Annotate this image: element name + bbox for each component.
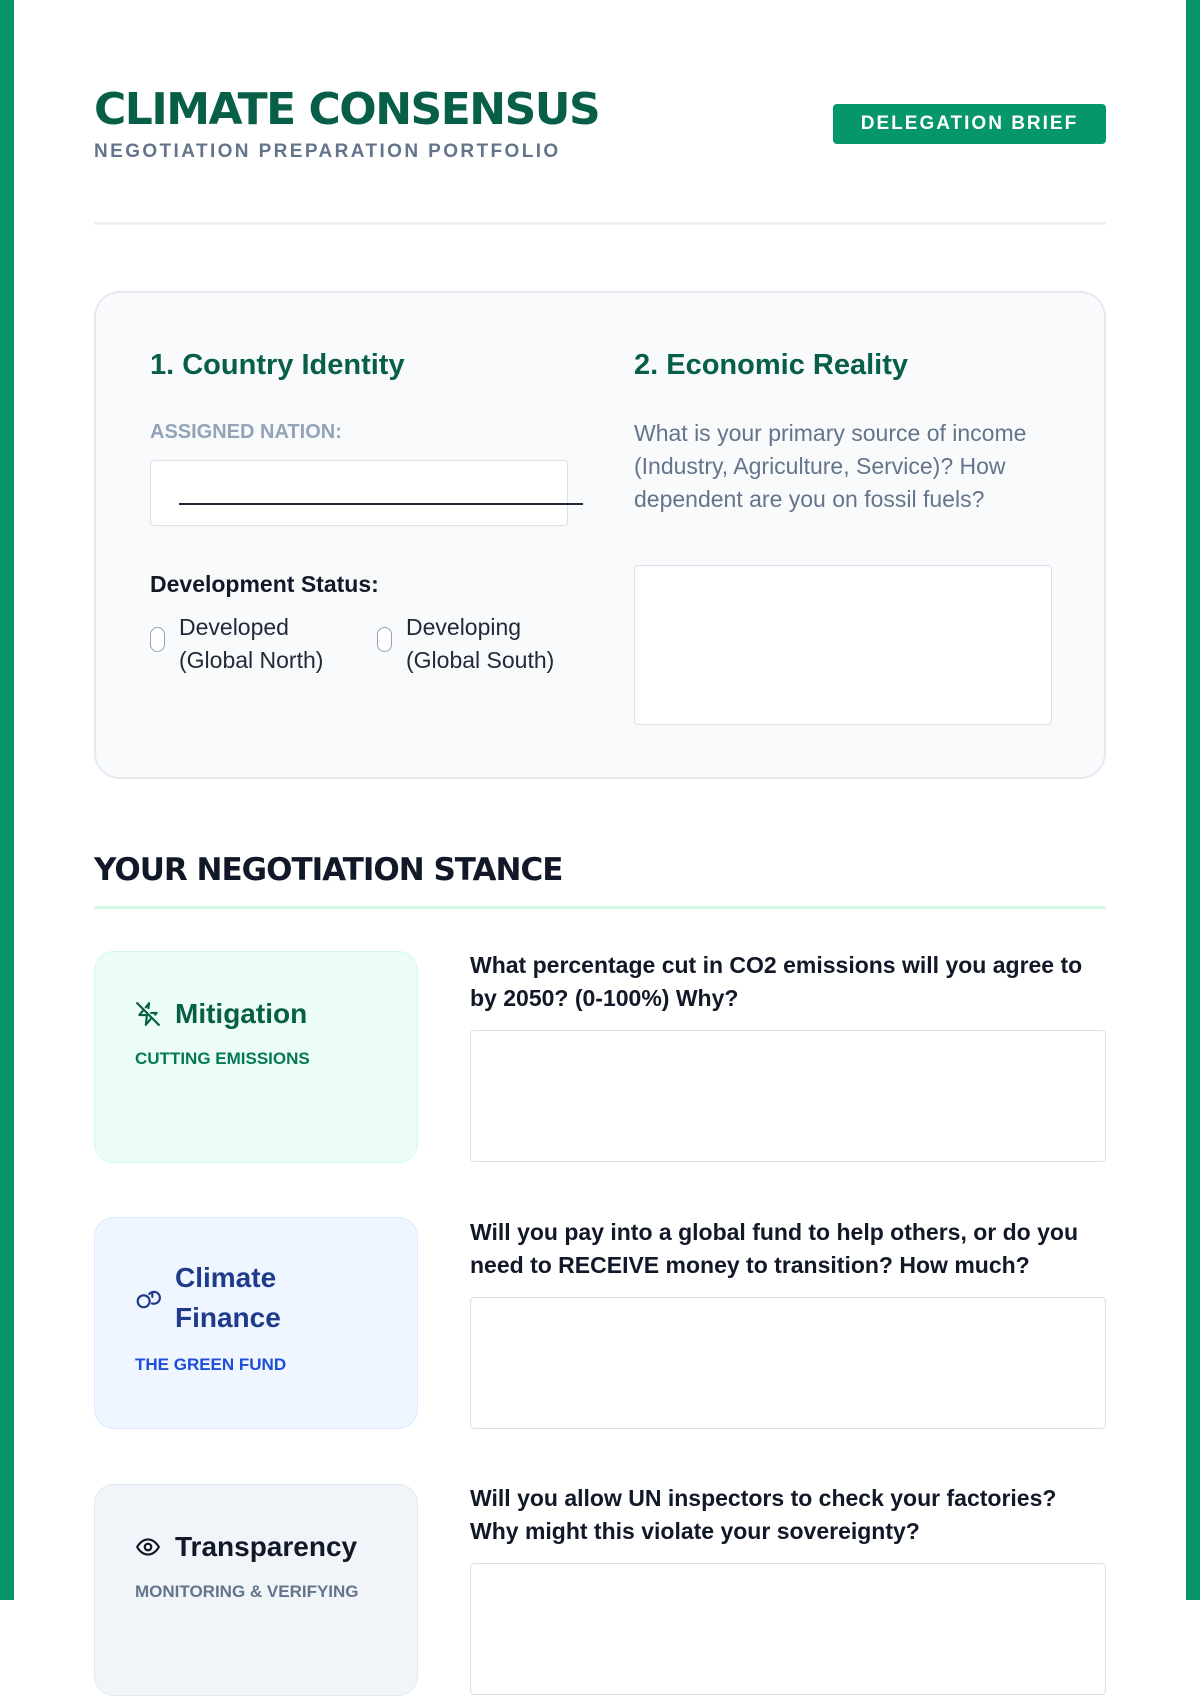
right-accent-border: [1186, 0, 1200, 1600]
eye-icon: [135, 1534, 161, 1560]
stance-section-title: YOUR NEGOTIATION STANCE: [94, 852, 563, 888]
country-profile-card: [94, 291, 1106, 779]
climate-finance-answer-field[interactable]: [470, 1297, 1106, 1429]
economic-answer-field[interactable]: [634, 565, 1052, 725]
climate-finance-title: Climate Finance: [175, 1262, 281, 1333]
climate-finance-card: [94, 1217, 418, 1429]
assigned-nation-label: ASSIGNED NATION:: [150, 421, 342, 443]
transparency-answer-field[interactable]: [470, 1563, 1106, 1695]
economic-question: What is your primary source of income (Industry, Agriculture, Service)? How dependent are you on fossil fuels?: [634, 420, 1027, 512]
mitigation-question: What percentage cut in CO2 emissions will you agree to by 2050? (0-100%) Why?: [470, 952, 1083, 1011]
coins-icon: [135, 1285, 161, 1311]
transparency-card: [94, 1484, 418, 1696]
radio-label-developing: Developing (Global South): [406, 614, 555, 673]
development-status-label: Development Status:: [150, 571, 379, 597]
radio-developing[interactable]: [377, 611, 554, 677]
page-header: [94, 0, 1106, 225]
radio-developed[interactable]: [150, 611, 323, 677]
page-title: CLIMATE CONSENSUS: [94, 84, 600, 135]
economic-reality-heading: 2. Economic Reality: [634, 349, 908, 381]
climate-finance-subtitle: THE GREEN FUND: [135, 1355, 287, 1374]
page-subtitle: NEGOTIATION PREPARATION PORTFOLIO: [94, 141, 561, 162]
radio-circle-developing[interactable]: [377, 627, 392, 652]
nation-blank-line: [179, 503, 583, 505]
radio-circle-developed[interactable]: [150, 627, 165, 652]
transparency-title: Transparency: [175, 1531, 358, 1562]
delegation-brief-badge: DELEGATION BRIEF: [833, 104, 1106, 144]
transparency-subtitle: MONITORING & VERIFYING: [135, 1582, 359, 1601]
left-accent-border: [0, 0, 14, 1600]
radio-label-developed: Developed (Global North): [179, 614, 324, 673]
mitigation-card: [94, 951, 418, 1163]
mitigation-subtitle: CUTTING EMISSIONS: [135, 1049, 310, 1068]
transparency-question: Will you allow UN inspectors to check your factories? Why might this violate your sovereignty?: [470, 1485, 1057, 1544]
stance-divider: [94, 906, 1106, 909]
climate-finance-question: Will you pay into a global fund to help others, or do you need to RECEIVE money to transition? How much?: [470, 1219, 1079, 1278]
worksheet-page: [94, 0, 1106, 1601]
mitigation-answer-field[interactable]: [470, 1030, 1106, 1162]
zap-off-icon: [135, 1001, 161, 1027]
assigned-nation-field[interactable]: [150, 460, 568, 526]
mitigation-title: Mitigation: [175, 998, 308, 1029]
country-identity-heading: 1. Country Identity: [150, 349, 405, 381]
